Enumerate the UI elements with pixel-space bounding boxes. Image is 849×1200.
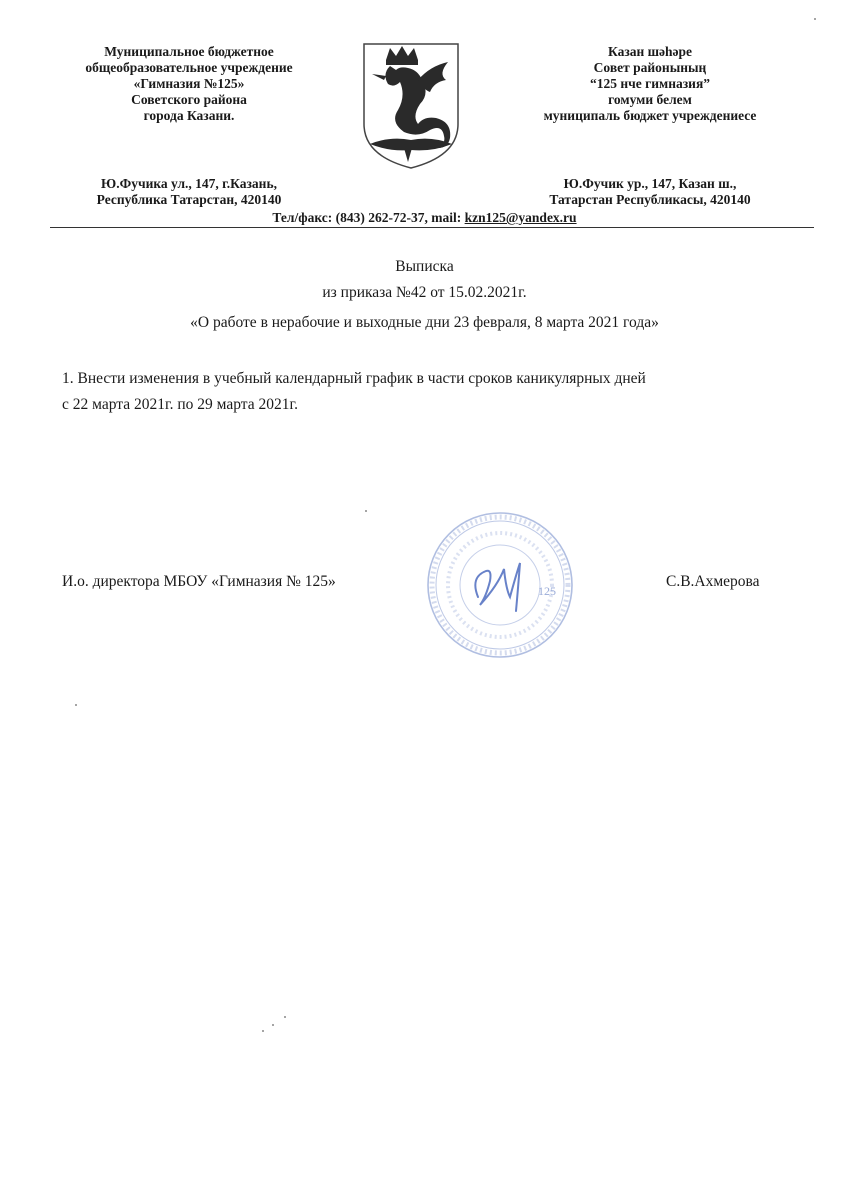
- header-left-line: Муниципальное бюджетное: [104, 44, 274, 59]
- address-left-line: Ю.Фучика ул., 147, г.Казань,: [101, 176, 277, 191]
- header-left-line: «Гимназия №125»: [133, 76, 245, 91]
- scan-speck: [75, 704, 77, 706]
- header-divider: [50, 227, 814, 228]
- header-left-line: города Казани.: [143, 108, 235, 123]
- title-order-ref: из приказа №42 от 15.02.2021г.: [322, 284, 527, 301]
- contact-line: [0, 210, 849, 226]
- title-order-subject: «О работе в нерабочие и выходные дни 23 февраля, 8 марта 2021 года»: [190, 314, 659, 331]
- official-seal-stamp: [420, 505, 580, 665]
- contact-phone: Тел/факс: (843) 262-72-37, mail:: [272, 210, 465, 225]
- address-left-line: Республика Татарстан, 420140: [96, 192, 282, 207]
- address-right-line: Ю.Фучик ур., 147, Казан ш.,: [563, 176, 737, 191]
- header-left-line: общеобразовательное учреждение: [85, 60, 293, 75]
- address-russian: [40, 176, 338, 208]
- title-extract: Выписка: [395, 258, 454, 275]
- scan-speck: [262, 1030, 264, 1032]
- contact-email-link[interactable]: kzn125@yandex.ru: [464, 210, 577, 225]
- body-line: 1. Внести изменения в учебный календарный график в части сроков каникулярных дней: [62, 370, 646, 387]
- scan-speck: [272, 1024, 274, 1026]
- body-line: с 22 марта 2021г. по 29 марта 2021г.: [62, 396, 298, 413]
- signatory-name: С.В.Ахмерова: [666, 573, 760, 590]
- address-right-line: Татарстан Республикасы, 420140: [549, 192, 751, 207]
- scan-speck: [365, 510, 367, 512]
- header-russian-block: [40, 44, 338, 124]
- address-tatar: [490, 176, 810, 208]
- signatory-role: И.о. директора МБОУ «Гимназия № 125»: [62, 573, 336, 590]
- scan-speck: [284, 1016, 286, 1018]
- seal-number: 125: [538, 584, 556, 598]
- header-right-line: Казан шәһәре: [607, 44, 693, 59]
- scan-speck: [814, 18, 816, 20]
- header-tatar-block: [490, 44, 810, 124]
- header-right-line: муниципаль бюджет учреждениесе: [543, 108, 757, 123]
- document-title: [0, 255, 849, 335]
- order-body: [62, 366, 782, 418]
- header-left-line: Советского района: [131, 92, 247, 107]
- header-right-line: Совет районының: [593, 60, 707, 75]
- header-right-line: “125 нче гимназия”: [589, 76, 711, 91]
- kazan-coat-of-arms-icon: [360, 40, 462, 170]
- header-right-line: гомуми белем: [608, 92, 692, 107]
- handwritten-signature: [475, 563, 520, 611]
